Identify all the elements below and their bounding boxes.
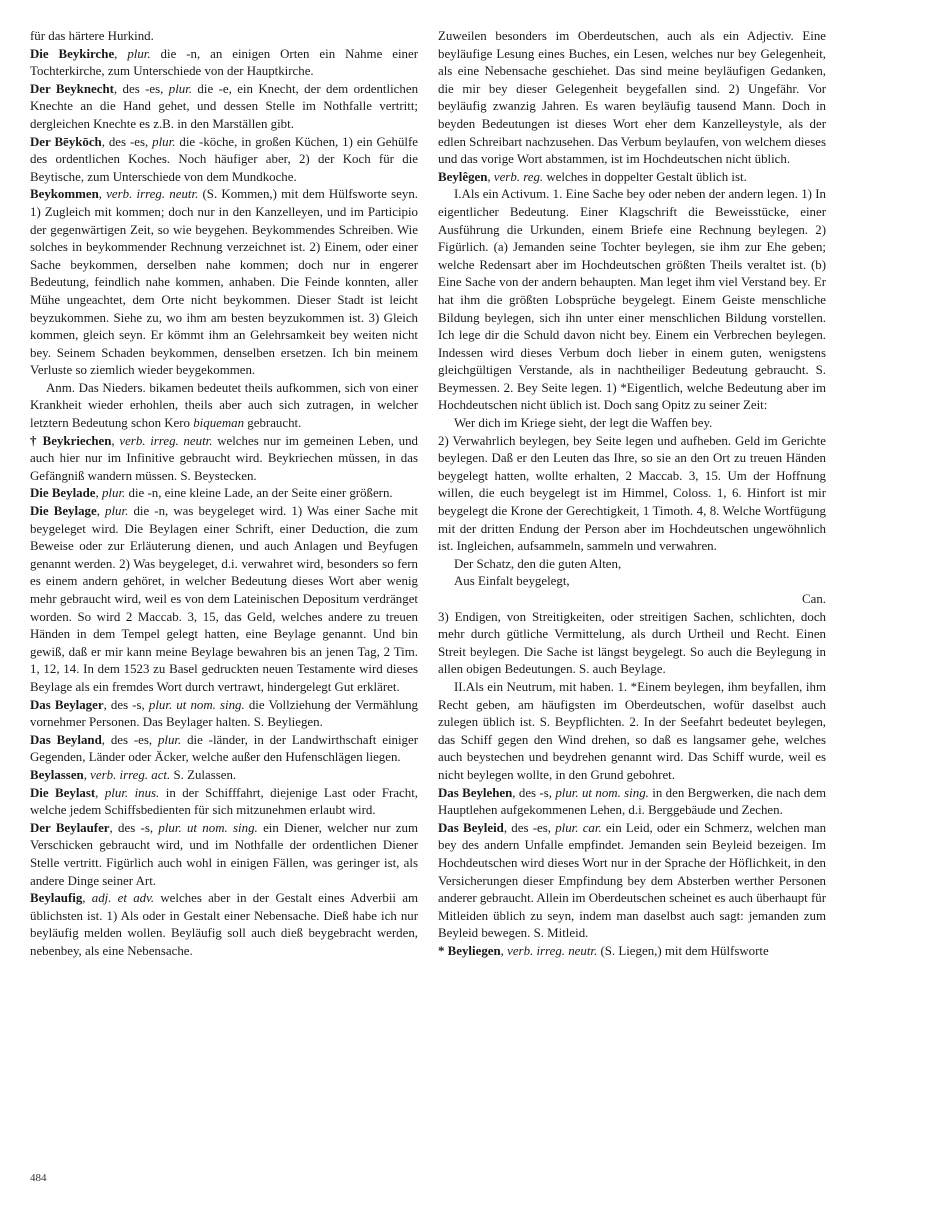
entry-text: , [98, 187, 107, 202]
headword: Die Beylast [30, 785, 96, 800]
entry-beykriechen [30, 433, 418, 486]
attribution-text: Can. [802, 592, 826, 606]
headword: Das Beylager [30, 697, 104, 712]
verse-line [438, 573, 826, 591]
verse-text: Aus Einfalt beygelegt, [454, 574, 570, 589]
headword: Die Beylade [30, 486, 96, 501]
entry-text: für das härtere Hurkind. [30, 29, 154, 43]
entry-text: die -e, ein Knecht, der dem ordentlichen Knechte an die Hand gehet, und dessen Stelle im Nothfalle vertritt; dergleichen Knechte es z.B. in den Marställen gibt. [30, 81, 419, 131]
entry-note [30, 380, 418, 433]
entry-text: , [114, 46, 128, 61]
grammar-label: verb. reg. [493, 169, 544, 184]
entry-beylehen [438, 785, 826, 820]
entry-text: (S. Kommen,) mit dem Hülfsworte seyn. 1) Zugleich mit kommen; doch nur in den Kanzelleyen, und im Participio der gegenwärtigen Zeit, so wie beygehen. Beykommendes Schreiben. Wie solches in beykommender Rechnung verzeichnet ist. 2) Einem, oder einer Sache beykommen, derselben nahe kommen; doch nur in engerer Bedeutung, feindlich nahe kommen, anhaben. Die Feinde konnten, aller Mühe ungeachtet, dem Orte nicht beykommen. Dieser Stadt ist leicht beyzukommen. Siehe zu, wo ihm am besten beyzukommen ist. 3) Gleich kommen, gleich seyn. Er kömmt ihm an Gelehrsamkeit bey weiten nicht bey. Seinem Schaden beykommen, denselben ersetzen. Ich bin meinem Verluste so ziemlich wieder beygekommen. [30, 187, 418, 378]
headword: Beylaufig [30, 891, 83, 906]
entry-beylast [30, 785, 418, 820]
entry-continuation [30, 28, 418, 46]
grammar-label: verb. irreg. neutr. [507, 943, 598, 958]
grammar-label: plur. ut nom. sing. [158, 820, 258, 835]
entry-paragraph [438, 433, 826, 556]
entry-text: in der Schifffahrt, diejenige Last oder Fracht, welche jedem Schiffsbedienten für sich mitzunehmen erlaubt wird. [30, 785, 419, 818]
headword: Beylêgen [438, 169, 488, 184]
entry-beyliegen [438, 943, 826, 961]
verse-line [438, 556, 826, 574]
verse-text: Der Schatz, den die guten Alten, [454, 556, 622, 571]
entry-section-neutrum [438, 679, 826, 785]
headword: Der Beyknecht [30, 81, 114, 96]
entry-text: die -länder, in der Landwirthschaft einiger Gegenden, Länder oder Äcker, welche außer den Hufenschlägen liegen. [30, 732, 419, 765]
grammar-label: plur. [168, 81, 193, 96]
grammar-label: plur. ut nom. sing. [555, 785, 649, 800]
entry-text: die -n, eine kleine Lade, an der Seite einer größern. [125, 486, 393, 501]
entry-section-activum [438, 186, 826, 415]
headword: Die Beylage [30, 504, 97, 519]
grammar-label: verb. irreg. neutr. [106, 187, 199, 202]
entry-text: , [487, 169, 494, 184]
entry-text: ein Diener, welcher nur zum Verschicken gebraucht wird, und im Nothfalle der ordentlichen Diener Stelle vertritt. Figürlich auch wohl in einigen Fällen, was geringer ist, als andere Dinge seiner Art. [30, 820, 418, 888]
entry-beylaufig [30, 890, 418, 960]
grammar-label: plur. [127, 46, 151, 61]
entry-text: , [82, 891, 92, 906]
entry-text: , des -s, [109, 820, 159, 835]
entry-text: , des -es, [101, 134, 153, 149]
grammar-label: verb. irreg. act. [90, 767, 171, 782]
entry-text: , des -es, [101, 732, 158, 747]
headword: † Beykriechen [30, 433, 112, 448]
verse-attribution [438, 591, 826, 609]
verse-line [438, 415, 826, 433]
headword: Der Beylaufer [30, 820, 110, 835]
entry-continuation [438, 28, 826, 169]
headword: Beykommen [30, 187, 99, 202]
entry-text: , des -es, [503, 820, 556, 835]
grammar-label: adj. et adv. [91, 891, 155, 906]
headword: Beylassen [30, 767, 84, 782]
headword: Der Bēykōch [30, 134, 102, 149]
entry-beyknecht [30, 81, 418, 134]
headword: Das Beyland [30, 732, 102, 747]
entry-text: die -n, was beygeleget wird. 1) Was einer Sache mit beygeleget wird. Die Beylagen einer Schrift, einer Deduction, die zum Beweise oder zur Erläuterung dienen, und auch Anlagen und Beyfugen genannt werden. 2) Was beygeleget, d.i. verwahret wird, besonders so fern es einem andern gehöret, in welcher Bedeutung dieses Wort aber wenig mehr gebraucht wird, weil es von dem Lateinischen Depositum verdränget worden. So wird 2 Maccab. 3, 15, das Geld, welches andere zu treuen Händen in dem Tempel gelegt hatten, eine Beylage genannt. Und bin gewiß, daß er mir kann meine Beylage bewahren bis an jenen Tag, 2 Tim. 1, 12, 14. In dem 1523 zu Basel gedruckten neuen Testamente wird dieses Beylage als ein fremdes Wort durch vertrawt, hindergelegt Gut erkläret. [30, 504, 418, 694]
entry-text: gebraucht. [244, 416, 302, 431]
entry-text: in den Bergwerken, die nach dem Hauptlehen aufgekommenen Lehen, d.i. Berggebäude und Zechen. [438, 785, 827, 818]
entry-text: , des -s, [512, 785, 556, 800]
grammar-label: plur. [152, 134, 176, 149]
entry-text: S. Zulassen. [170, 767, 237, 782]
grammar-label: plur. [101, 486, 126, 501]
headword: Das Beyleid [438, 820, 504, 835]
entry-text: , [111, 433, 120, 448]
entry-text: I.Als ein Activum. 1. Eine Sache bey oder neben der andern legen. 1) In eigentlicher Bedeutung. Einer Klagschrift die Beweisstücke, einer Ausführung die Urkunden, einem Briefe eine Rechnung beylegen. 2) Figürlich. (a) Jemanden seine Tochter beylegen, sie ihm zur Ehe geben; welche Redensart aber im Hochdeutschen größten Theils veraltet ist. (b) Eine Sache von der andern behaupten. Man leget ihm viel Verstand bey. Er hat ihm die größten Lobsprüche beygelegt. Einem Geiste menschliche Bildung beylegen, sich ihn unter einer menschlichen Bildung vorstellen. Ich lege dir die Schuld davon nicht bey. Einem ein Verbrechen beylegen. Indessen wird dieses Verbum doch lieber in einem guten, wenigstens gleichgültigen Verstande, als in nachtheiliger Bedeutung gebraucht. S. Beymessen. 2. Bey Seite legen. 1) *Eigentlich, welche Bedeutung aber im Hochdeutschen nicht üblich ist. Doch sang Opitz zu seiner Zeit: [438, 187, 826, 413]
right-column [438, 28, 826, 960]
grammar-label: plur. inus. [104, 785, 160, 800]
page-number: 484 [30, 1172, 47, 1184]
entry-beyland [30, 732, 418, 767]
entry-text: , des -s, [103, 697, 149, 712]
headword: Die Beykirche [30, 46, 115, 61]
grammar-label: plur. car. [555, 820, 602, 835]
grammar-label: verb. irreg. neutr. [119, 433, 213, 448]
entry-text: , [500, 943, 508, 958]
verse-text: Wer dich im Kriege sieht, der legt die Waffen bey. [454, 416, 713, 431]
entry-text: Zuweilen besonders im Oberdeutschen, auch als ein Adjectiv. Eine beyläufige Lesung eines Buches, ein Lesen, welches nur bey Gelegenheit, als eine Nebensache geschiehet. Das sind meine beyläufigen Gedanken, die mir bey dieser Gelegenheit beygefallen sind. 2) Ungefähr. Vor beyläufig zwanzig Jahren. Es waren beyläufig tausend Mann. Doch in beyden Bedeutungen ist dieses Wort eher dem Kanzelleystyle, als der edlen Schreibart nachzusehen. Das Verbum beylaufen, von welchem dieses und das vorige Wort abstammen, ist im Hochdeutschen nicht üblich. [438, 29, 826, 167]
headword: * Beyliegen [438, 943, 501, 958]
entry-beykirche [30, 46, 418, 81]
entry-text: die -n, an einigen Orten ein Nahme einer Tochterkirche, zum Unterschiede von der Hauptkirche. [30, 46, 418, 79]
grammar-label: plur. ut nom. sing. [148, 697, 245, 712]
entry-text: die -köche, in großen Küchen, 1) ein Gehülfe des ordentlichen Koches. Noch häufiger aber, 2) der Koch für die Beytische, zum Unterschiede von dem Mundkoche. [30, 134, 419, 184]
entry-beylade [30, 485, 418, 503]
entry-text: , [96, 504, 106, 519]
headword: Das Beylehen [438, 785, 513, 800]
entry-text: ein Leid, oder ein Schmerz, welchen man bey des andern Unfalle empfindet. Jemanden sein Beyleid bezeigen. Im Hochdeutschen wird dieses Wort nur in der Sprache der Höflichkeit, in den Versicherungen dieser Empfindung bey dem Absterben werther Personen anderer gebraucht. Allein im Oberdeutschen scheinet es auch überhaupt für Mitleiden üblich zu seyn, indem man daselbst auch sagt: jemanden zum Beyleid bewegen. S. Mitleid. [438, 820, 827, 941]
grammar-label: plur. [105, 504, 129, 519]
entry-text: , [95, 486, 102, 501]
entry-paragraph [438, 609, 826, 679]
entry-beyleid [438, 820, 826, 943]
entry-text: welches in doppelter Gestalt üblich ist. [543, 169, 747, 184]
entry-text: welches nur im gemeinen Leben, und auch hier nur im Infinitive gebraucht wird. Beykriechen müssen, in das Gefängniß wandern müssen. S. Beystecken. [30, 433, 418, 483]
entry-text: 2) Verwahrlich beylegen, bey Seite legen und aufheben. Geld im Gerichte beylegen. Daß er den Leuten das Ihre, so sie an den Ort zu treuen Händen beygelegt hatten, wollte erhalten, 2 Maccab. 3, 15. Um der Hoffnung willen, die euch beygelegt ist im Himmel, Coloss. 1, 6. Hinfort ist mir beygelegt die Krone der Gerechtigkeit, 1 Timoth. 4, 8. Welche Wortfügung mit der dritten Endung der Person aber im Hochdeutschen ungewöhnlich ist. Ingleichen, aufsammeln, sammeln und verwahren. [438, 433, 826, 554]
entry-beykoch [30, 134, 418, 187]
entry-text: 3) Endigen, von Streitigkeiten, oder streitigen Sachen, schlichten, doch mehr durch gütliche Vermittelung, als durch Urtheil und Recht. Einen Streit beylegen. Die Sache ist längst beygelegt. So auch die Beylegung in allen obigen Bedeutungen. S. auch Beylage. [438, 609, 826, 677]
entry-beylegen [438, 169, 826, 187]
entry-beylage [30, 503, 418, 697]
entry-beylager [30, 697, 418, 732]
entry-beykommen [30, 186, 418, 380]
italic-word: biqueman [193, 416, 245, 431]
left-column [30, 28, 418, 960]
entry-text: Anm. Das Nieders. bikamen bedeutet theils aufkommen, sich von einer Krankheit wieder erhohlen, theils aber auch sich zutragen, in welcher letztern Bedeutung schon Kero [30, 380, 418, 431]
grammar-label: plur. [157, 732, 182, 747]
entry-text: , [95, 785, 105, 800]
entry-text: , des -es, [113, 81, 169, 96]
entry-text: die Vollziehung der Vermählung vornehmer Personen. Das Beylager halten. S. Beyliegen. [30, 697, 418, 730]
entry-text: , [83, 767, 91, 782]
entry-beylassen [30, 767, 418, 785]
entry-text: (S. Liegen,) mit dem Hülfsworte [597, 943, 769, 958]
entry-text: welches aber in der Gestalt eines Adverbii am üblichsten ist. 1) Als oder in Gestalt einer Nebensache. Dieß habe ich nur beyläufig melden wollen. Beyläufig soll auch dieß beygebracht werden, nebenbey, als eine Nebensache. [30, 891, 418, 958]
entry-text: II.Als ein Neutrum, mit haben. 1. *Einem beylegen, ihm beyfallen, ihm Recht geben, am häufigsten im Oberdeutschen, wofür daselbst auch zulegen üblich ist. S. Beypflichten. 2. In der Seefahrt bedeutet beylegen, das Schiff gegen den Wind drehen, so daß es langsamer gehe, welches auch beystechen und beydrehen genannt wird. Das Schiff wurde, weil es nicht beylegen wollte, in den Grund gebohret. [438, 679, 826, 782]
entry-beylaufer [30, 820, 418, 890]
